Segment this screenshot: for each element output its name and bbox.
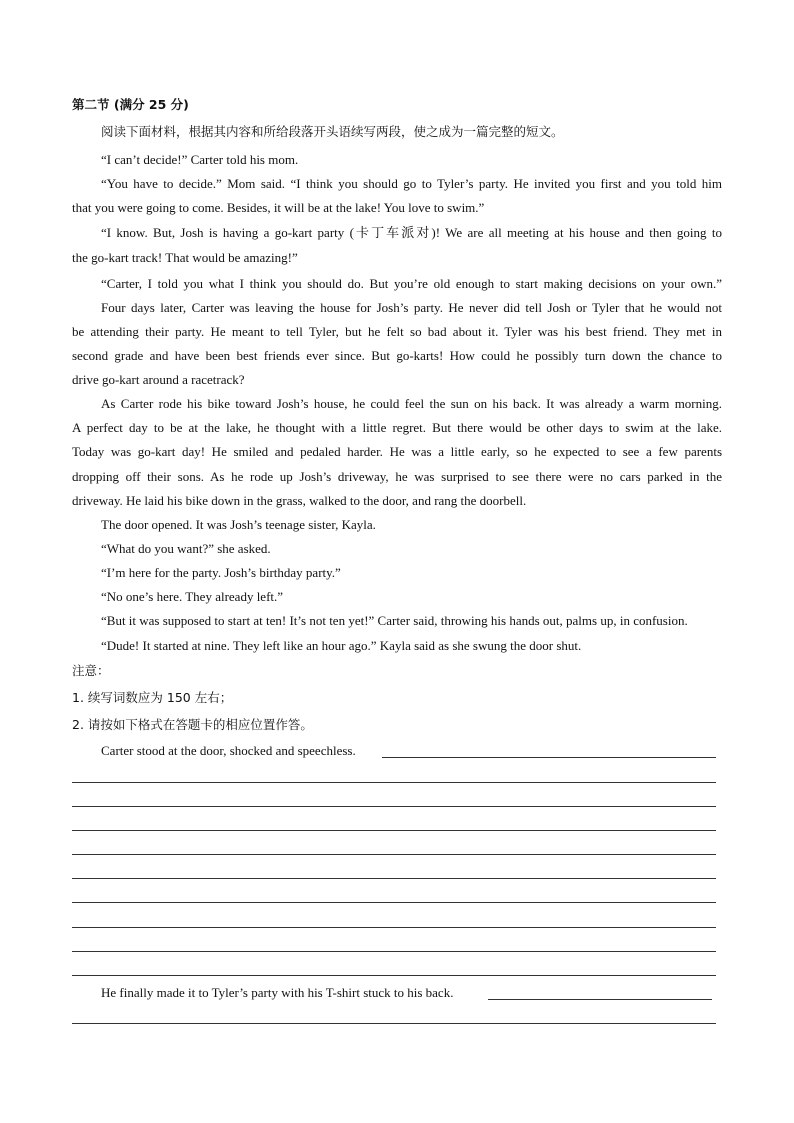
- writing-line[interactable]: [72, 854, 716, 855]
- story-line: “But it was supposed to start at ten! It’s not ten yet!” Carter said, throwing his hands out, palms up, in confusion.: [101, 613, 688, 628]
- story-line: “I know. But, Josh is having a go-kart party (卡丁车派对)! We are all meeting at his house and then going to: [101, 225, 722, 240]
- story-line: “Dude! It started at nine. They left like an hour ago.” Kayla said as she swung the door shut.: [101, 638, 582, 653]
- story-line: “What do you want?” she asked.: [101, 541, 271, 556]
- instruction-text: 阅读下面材料，根据其内容和所给段落开头语续写两段，使之成为一篇完整的短文。: [101, 124, 564, 139]
- paragraph2-start: He finally made it to Tyler’s party with his T-shirt stuck to his back.: [101, 985, 454, 1000]
- story-line: be attending their party. He meant to tell Tyler, but he felt so bad about it. Tyler was his best friend. They met in: [72, 324, 722, 339]
- story-line: driveway. He laid his bike down in the grass, walked to the door, and rang the doorbell.: [72, 493, 527, 508]
- story-line: drive go-kart around a racetrack?: [72, 372, 245, 387]
- writing-line[interactable]: [72, 782, 716, 783]
- writing-line[interactable]: [382, 757, 716, 758]
- story-line: “No one’s here. They already left.”: [101, 589, 284, 604]
- story-line: Four days later, Carter was leaving the house for Josh’s party. He never did tell Josh or Tyler that he would not: [101, 300, 722, 315]
- story-line: second grade and have been best friends ever since. But go-karts! How could he possibly turn down the chance to: [72, 348, 722, 363]
- story-line: As Carter rode his bike toward Josh’s house, he could feel the sun on his back. It was already a warm morning.: [101, 396, 722, 411]
- writing-line[interactable]: [488, 999, 712, 1000]
- note-item: 2. 请按如下格式在答题卡的相应位置作答。: [72, 717, 313, 732]
- story-line: The door opened. It was Josh’s teenage sister, Kayla.: [101, 517, 376, 532]
- writing-line[interactable]: [72, 902, 716, 903]
- story-line: A perfect day to be at the lake, he thought with a little regret. But there would be other days to swim at the lake.: [72, 420, 722, 435]
- story-line: “I’m here for the party. Josh’s birthday party.”: [101, 565, 341, 580]
- story-line: “I can’t decide!” Carter told his mom.: [101, 152, 299, 167]
- writing-line[interactable]: [72, 878, 716, 879]
- story-line: “You have to decide.” Mom said. “I think you should go to Tyler’s party. He invited you first and you told him: [101, 176, 722, 191]
- story-line: the go-kart track! That would be amazing!”: [72, 250, 298, 265]
- note-item: 1. 续写词数应为 150 左右；: [72, 690, 233, 705]
- story-line: “Carter, I told you what I think you should do. But you’re old enough to start making decisions on your own.”: [101, 276, 722, 291]
- notes-heading: 注意：: [72, 663, 110, 678]
- writing-line[interactable]: [72, 830, 716, 831]
- writing-line[interactable]: [72, 975, 716, 976]
- story-line: that you were going to come. Besides, it will be at the lake! You love to swim.”: [72, 200, 485, 215]
- writing-line[interactable]: [72, 951, 716, 952]
- story-line: Today was go-kart day! He smiled and pedaled harder. He was a little early, so he expected to see a few parents: [72, 444, 722, 459]
- writing-line[interactable]: [72, 1023, 716, 1024]
- section-title: 第二节 (满分 25 分): [72, 97, 189, 112]
- story-line: dropping off their sons. As he rode up Josh’s driveway, he was surprised to see there were no cars parked in the: [72, 469, 722, 484]
- paragraph1-start: Carter stood at the door, shocked and speechless.: [101, 743, 356, 758]
- writing-line[interactable]: [72, 806, 716, 807]
- writing-line[interactable]: [72, 927, 716, 928]
